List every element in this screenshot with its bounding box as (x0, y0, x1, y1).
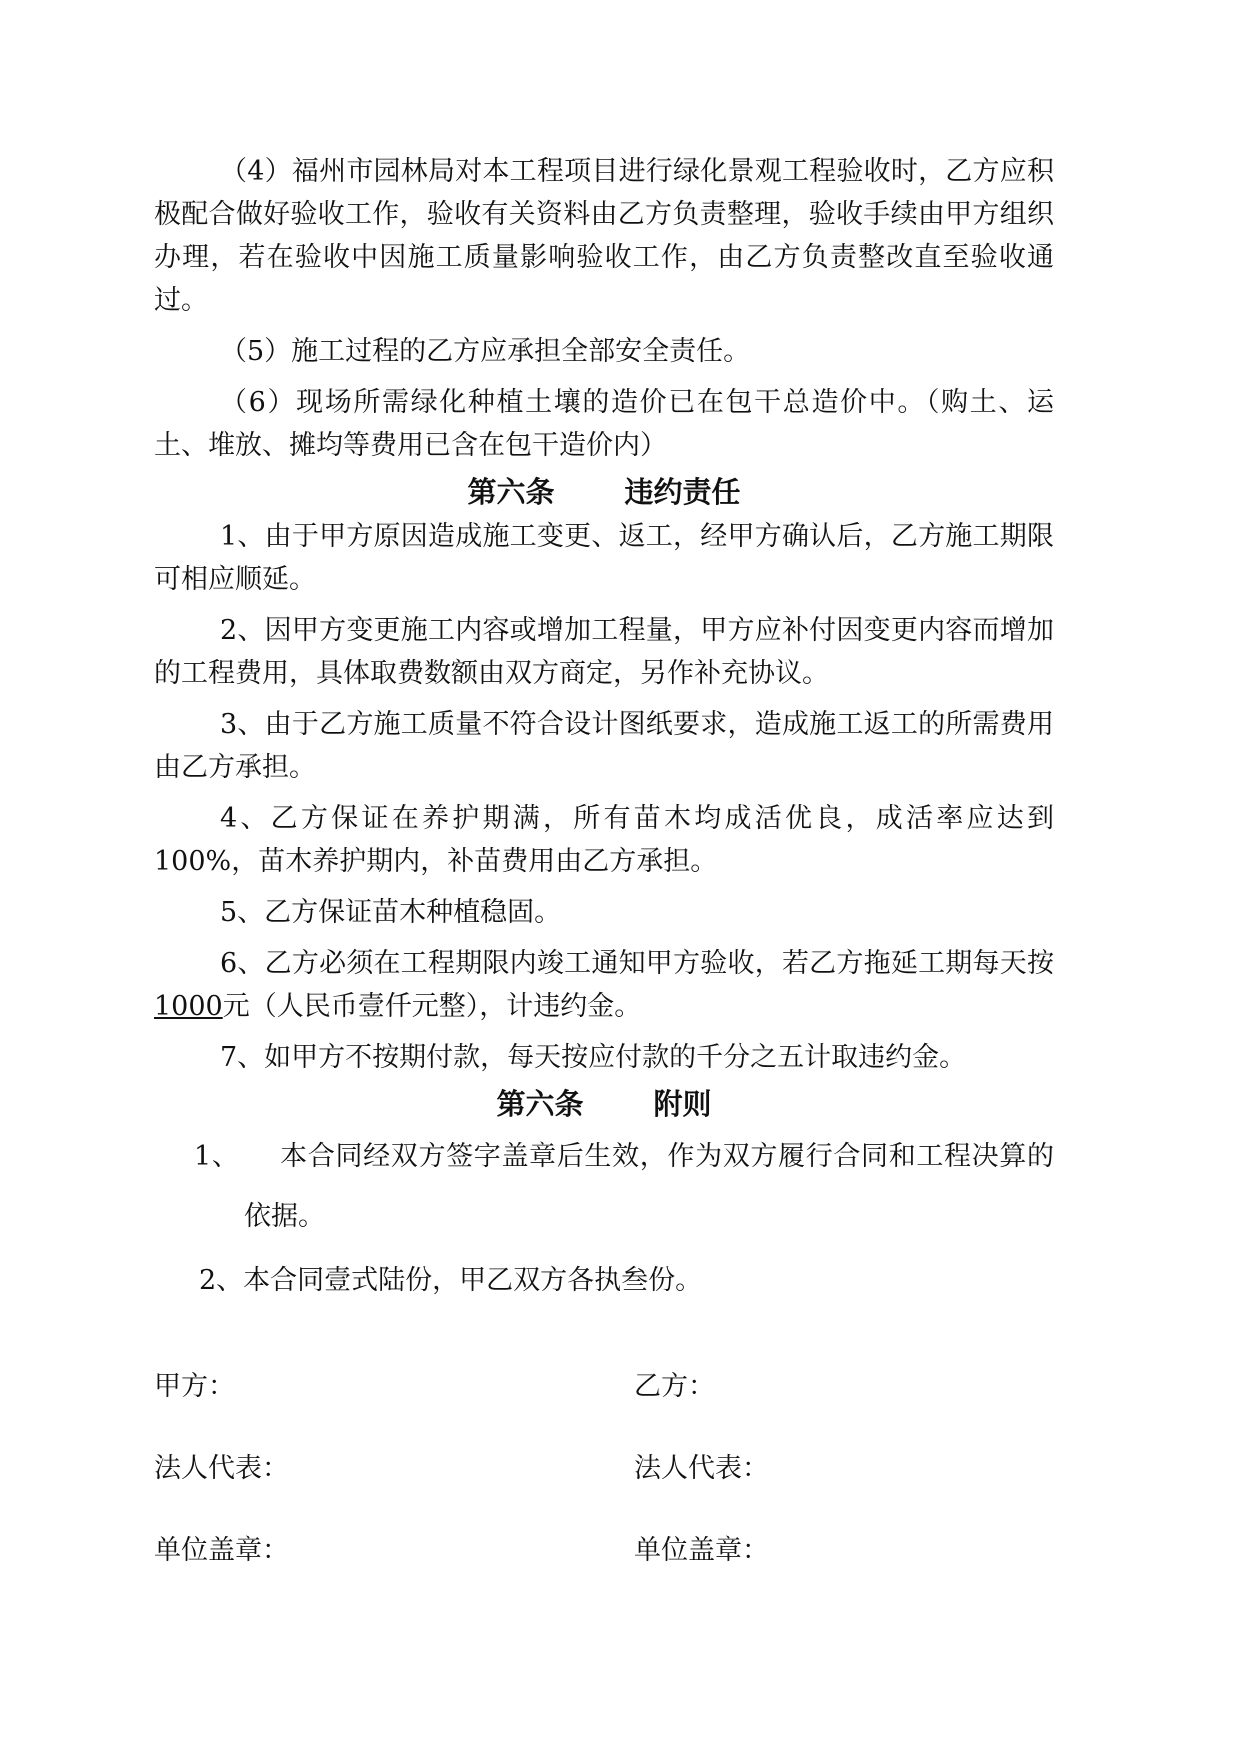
penalty-amount: 1000 (154, 991, 223, 1022)
party-b-label: 乙方： (634, 1371, 715, 1402)
party-a-label: 甲方： (154, 1371, 235, 1402)
breach-item-6 (154, 942, 1054, 1028)
breach-item-3: 3、由于乙方施工质量不符合设计图纸要求，造成施工返工的所需费用由乙方承担。 (154, 709, 1054, 783)
contract-body (154, 150, 1054, 1302)
clause-5-6: （6）现场所需绿化种植土壤的造价已在包干总造价中。（购土、运土、堆放、摊均等费用已含在包干造价内） (154, 387, 1054, 461)
supplementary-heading-article: 第六条 (496, 1087, 584, 1121)
supplementary-item-2: 2、本合同壹式陆份，甲乙双方各执叁份。 (199, 1265, 703, 1296)
breach-item-7: 7、如甲方不按期付款，每天按应付款的千分之五计取违约金。 (220, 1042, 967, 1073)
signature-row-party (154, 1365, 1054, 1447)
supplementary-heading (154, 1081, 1054, 1127)
signature-block (154, 1365, 1054, 1611)
supplementary-heading-title: 附则 (653, 1087, 712, 1121)
legal-rep-b-label: 法人代表： (634, 1453, 769, 1484)
breach-heading-title: 违约责任 (624, 475, 741, 509)
breach-item-1: 1、由于甲方原因造成施工变更、返工，经甲方确认后，乙方施工期限可相应顺延。 (154, 521, 1054, 595)
signature-row-seal (154, 1529, 1054, 1611)
supplementary-item-1-text: 本合同经双方签字盖章后生效，作为双方履行合同和工程决算的依据。 (244, 1141, 1054, 1232)
breach-item-2: 2、因甲方变更施工内容或增加工程量，甲方应补付因变更内容而增加的工程费用，具体取费数额由双方商定，另作补充协议。 (154, 615, 1054, 689)
breach-item-6-text-end: 元（人民币壹仟元整），计违约金。 (222, 991, 642, 1022)
breach-heading-article: 第六条 (467, 475, 555, 509)
supplementary-item-1-num: 1、 (194, 1141, 240, 1172)
breach-item-4: 4、乙方保证在养护期满，所有苗木均成活优良，成活率应达到100%，苗木养护期内，补苗费用由乙方承担。 (154, 803, 1054, 877)
seal-a-label: 单位盖章： (154, 1535, 289, 1566)
signature-row-legal-rep (154, 1447, 1054, 1529)
breach-item-5: 5、乙方保证苗木种植稳固。 (220, 897, 562, 928)
legal-rep-a-label: 法人代表： (154, 1453, 289, 1484)
breach-item-6-text: 6、乙方必须在工程期限内竣工通知甲方验收，若乙方拖延工期每天按 (220, 948, 1054, 979)
clause-5-4: （4）福州市园林局对本工程项目进行绿化景观工程验收时，乙方应积极配合做好验收工作，验收有关资料由乙方负责整理，验收手续由甲方组织办理，若在验收中因施工质量影响验收工作，由乙方负责整改直至验收通过。 (154, 156, 1054, 316)
supplementary-item-1 (154, 1127, 1054, 1247)
clause-5-5: （5）施工过程的乙方应承担全部安全责任。 (220, 336, 751, 367)
seal-b-label: 单位盖章： (634, 1535, 769, 1566)
breach-heading (154, 469, 1054, 515)
